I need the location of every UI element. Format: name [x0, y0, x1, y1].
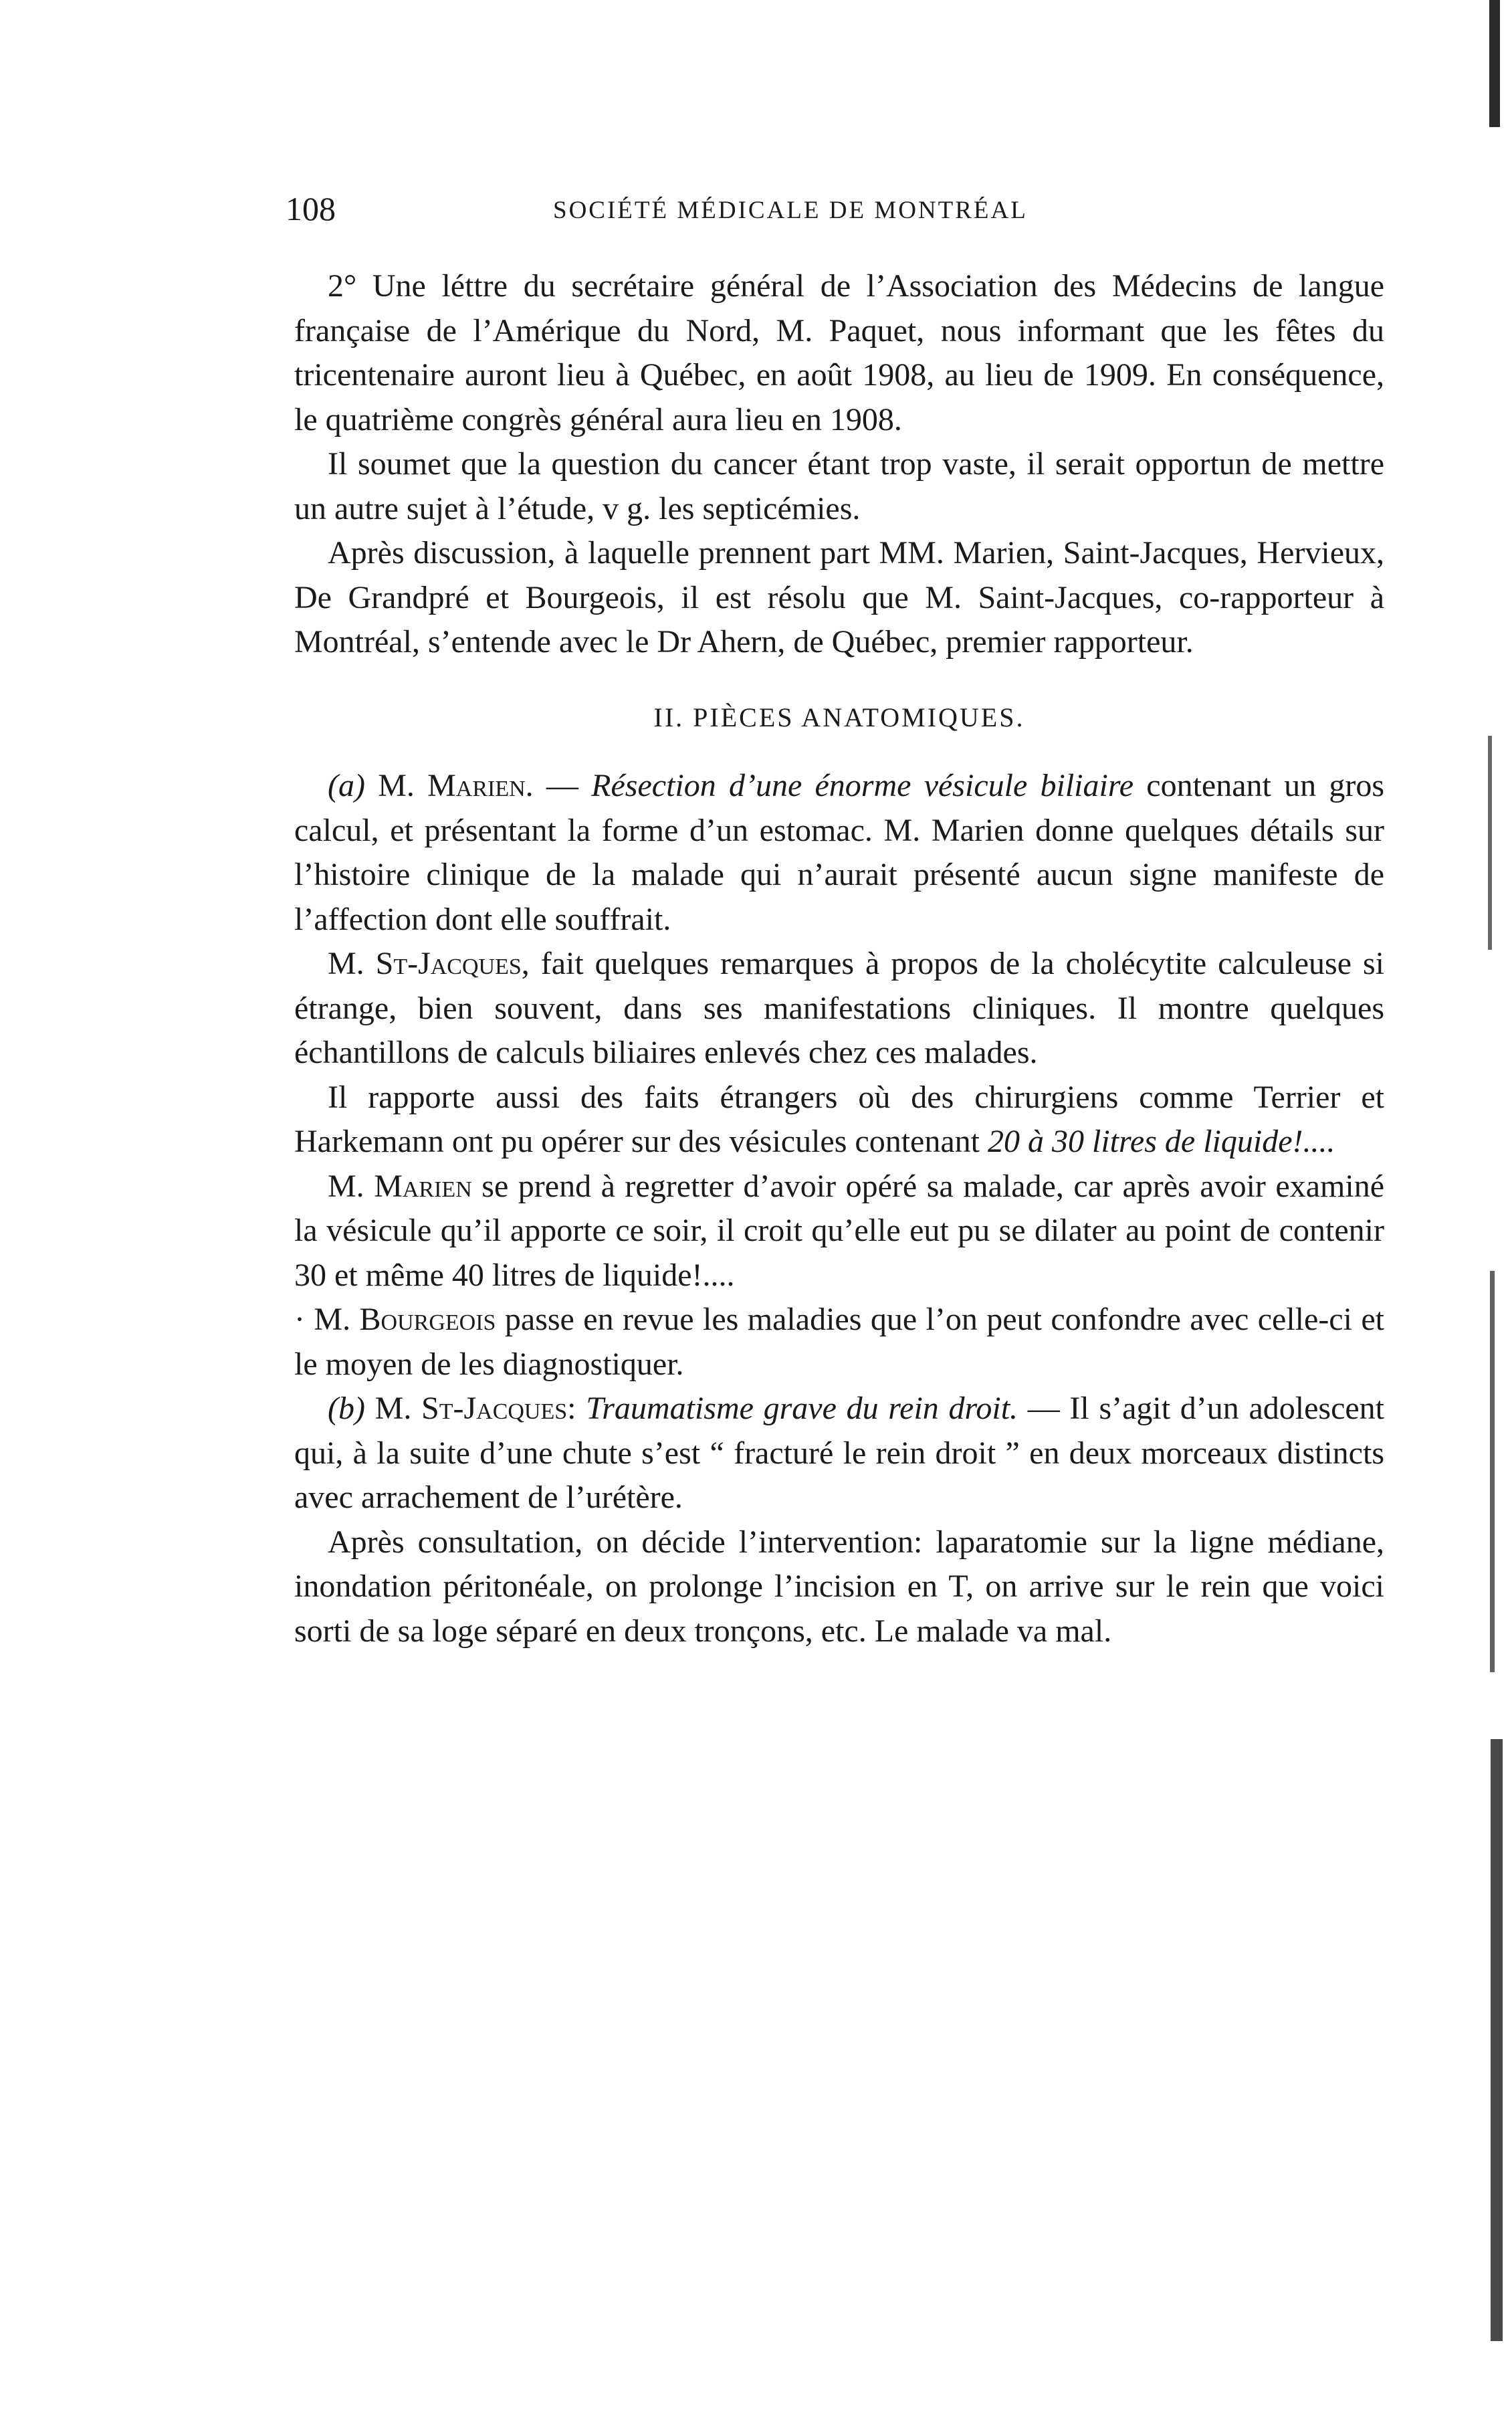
paragraph-cancer	[294, 442, 1384, 531]
edge-mark-upper	[1488, 736, 1492, 950]
final-paragraph: Après consultation, on décide l’intervention: laparatomie sur la ligne médiane, inondation péritonéale, on prolonge l’incision en T, on arrive sur le rein que voici sorti de sa loge séparé en deux tronçons, etc. Le malade va mal.	[294, 1524, 1384, 1649]
page-edge-shadow	[1465, 0, 1512, 2418]
stjacques-paragraph	[294, 942, 1384, 1076]
stjacques-speaker: M. St-Jacques	[328, 946, 522, 981]
marien-speaker: M. Marien	[328, 1168, 472, 1204]
item-a-speaker: M. Marien.	[378, 768, 534, 803]
bourgeois-prefix: ·	[294, 1302, 314, 1337]
bourgeois-text: passe en revue les maladies que l’on peut confondre avec celle-ci et le moyen de les diagnostiquer.	[294, 1302, 1385, 1382]
marien-text: se prend à regretter d’avoir opéré sa malade, car après avoir examiné la vésicule qu’il apporte ce soir, il croit qu’elle eut pu se dilater au point de contenir 30 et même 40 litres de liquide!....	[294, 1168, 1384, 1293]
item-a-paragraph	[294, 764, 1384, 942]
edge-mark-lower	[1491, 1739, 1503, 2341]
edge-mark-top	[1489, 0, 1500, 127]
item-b-colon: :	[567, 1391, 586, 1426]
item-a-dash: —	[533, 768, 592, 803]
harkemann-text: Il rapporte aussi des faits étrangers où des chirurgiens comme Terrier et Harkemann ont pu opérer sur des vésicules contenant	[294, 1079, 1384, 1159]
item-a-label: (a)	[328, 768, 365, 803]
marien-paragraph	[294, 1165, 1384, 1298]
page-body	[294, 264, 1384, 1653]
paragraph-discussion: Après discussion, à laquelle prennent part MM. Marien, Saint-Jacques, Hervieux, De Grandpré et Bourgeois, il est résolu que M. Saint-Jacques, co-rapporteur à Montréal, s’entende avec le Dr Ahern, de Québec, premier rapporteur.	[294, 535, 1384, 660]
section-title: II. PIÈCES ANATOMIQUES.	[653, 702, 1025, 732]
item-b-title: Traumatisme grave du rein droit.	[586, 1391, 1018, 1426]
item-b-rest: — Il s’agit d’un adolescent qui, à la suite d’une chute s’est “ fracturé le rein droit ” en deux morceaux distincts avec arrachement de l’urétère.	[294, 1391, 1385, 1515]
page-number: 108	[286, 190, 336, 227]
page-header	[286, 189, 1218, 235]
paragraph-cancer-text: Il soumet que la question du cancer étant trop vaste, il serait opportun de mettre un autre sujet à l’étude, v g. les septicémies.	[294, 446, 1384, 526]
item-b-paragraph	[294, 1387, 1384, 1520]
harkemann-italic: 20 à 30 litres de liquide!....	[988, 1124, 1335, 1159]
bourgeois-speaker: M. Bourgeois	[314, 1302, 496, 1337]
stjacques-text: , fait quelques remarques à propos de la cholécytite calculeuse si étrange, bien souvent, dans ses manifestations cliniques. Il montre quelques échantillons de calculs biliaires enlevés chez ces malades.	[294, 946, 1384, 1070]
item-a-rest: contenant un gros calcul, et présentant la forme d’un estomac. M. Marien donne quelques détails sur l’histoire clinique de la malade qui n’aurait présenté aucun signe manifeste de l’affection dont elle souffrait.	[294, 768, 1384, 937]
edge-mark-middle	[1490, 1271, 1495, 1672]
harkemann-paragraph	[294, 1076, 1384, 1165]
item-b-label: (b)	[328, 1391, 375, 1426]
paragraph-letter: 2° Une léttre du secrétaire général de l’Association des Médecins de langue française de l’Amérique du Nord, M. Paquet, nous informant que les fêtes du tricentenaire auront lieu à Québec, en août 1908, au lieu de 1909. En conséquence, le quatrième congrès général aura lieu en 1908.	[294, 268, 1384, 437]
running-head: SOCIÉTÉ MÉDICALE DE MONTRÉAL	[553, 197, 1028, 224]
item-b-speaker: M. St-Jacques	[374, 1391, 568, 1426]
bourgeois-paragraph	[294, 1298, 1384, 1387]
item-a-title: Résection d’une énorme vésicule biliaire	[591, 768, 1134, 803]
